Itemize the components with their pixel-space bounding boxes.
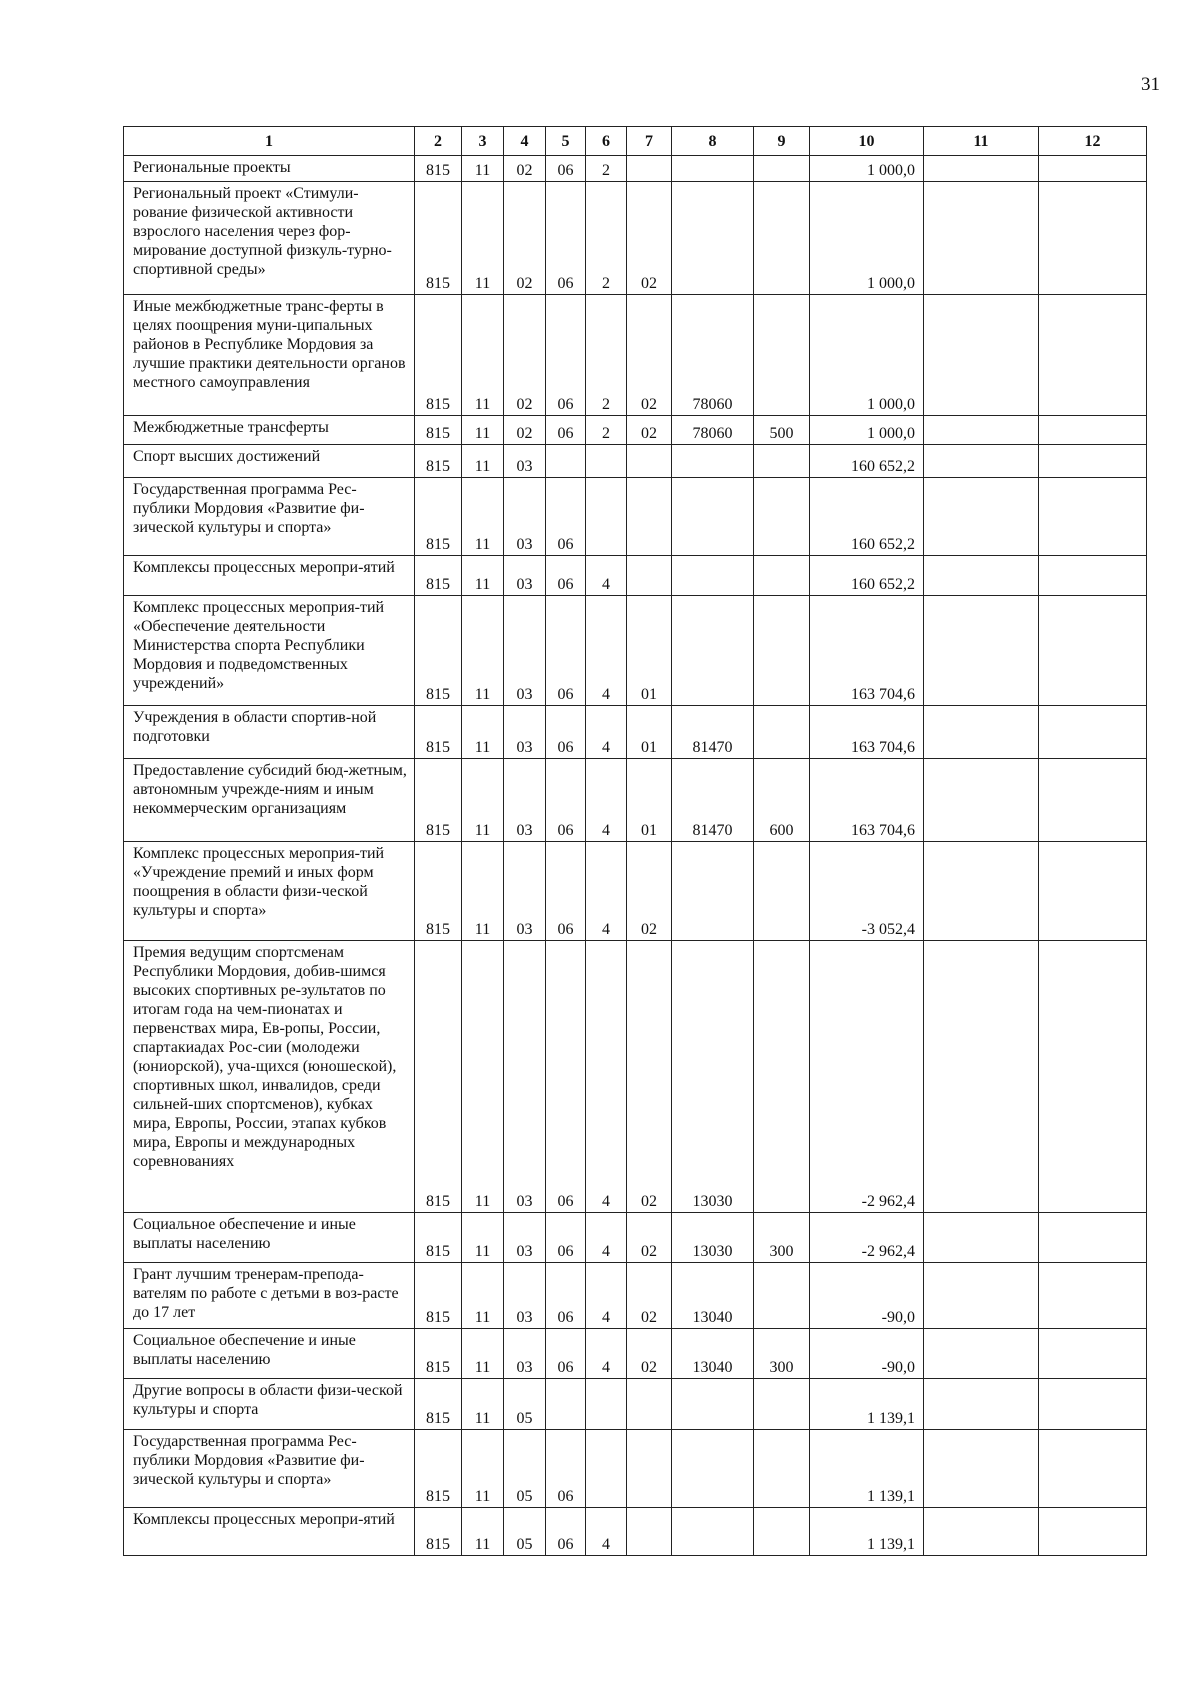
table-row <box>124 478 1147 556</box>
code-cell <box>924 478 1039 556</box>
code-cell: 05 <box>504 1430 546 1508</box>
code-cell <box>754 1430 810 1508</box>
code-cell: 02 <box>504 295 546 416</box>
code-cell: 03 <box>504 759 546 842</box>
code-cell <box>672 1508 754 1556</box>
code-cell: 4 <box>586 759 627 842</box>
code-cell: 02 <box>627 416 672 445</box>
amount-cell: -2 962,4 <box>810 941 924 1213</box>
code-cell: 815 <box>415 182 462 295</box>
code-cell: 02 <box>627 1263 672 1329</box>
code-cell: 300 <box>754 1329 810 1379</box>
amount-cell: 160 652,2 <box>810 445 924 478</box>
code-cell <box>627 556 672 596</box>
code-cell: 500 <box>754 416 810 445</box>
code-cell <box>754 1508 810 1556</box>
amount-cell: -2 962,4 <box>810 1213 924 1263</box>
code-cell: 300 <box>754 1213 810 1263</box>
code-cell: 02 <box>627 295 672 416</box>
code-cell: 01 <box>627 596 672 706</box>
amount-cell: 160 652,2 <box>810 556 924 596</box>
code-cell <box>1039 1508 1147 1556</box>
code-cell <box>672 596 754 706</box>
code-cell: 02 <box>627 1213 672 1263</box>
code-cell: 02 <box>504 182 546 295</box>
code-cell: 03 <box>504 445 546 478</box>
code-cell: 06 <box>546 1430 586 1508</box>
amount-cell: 1 139,1 <box>810 1430 924 1508</box>
header-cell: 11 <box>924 127 1039 156</box>
code-cell <box>754 941 810 1213</box>
code-cell: 815 <box>415 1430 462 1508</box>
code-cell: 06 <box>546 1508 586 1556</box>
table-row <box>124 182 1147 295</box>
code-cell: 815 <box>415 759 462 842</box>
code-cell <box>1039 182 1147 295</box>
header-cell: 3 <box>462 127 504 156</box>
row-name-cell: Региональные проекты <box>124 156 415 182</box>
code-cell: 06 <box>546 706 586 759</box>
code-cell: 03 <box>504 941 546 1213</box>
code-cell: 815 <box>415 706 462 759</box>
code-cell <box>924 1379 1039 1430</box>
code-cell <box>672 445 754 478</box>
table-row <box>124 1508 1147 1556</box>
code-cell: 11 <box>462 478 504 556</box>
code-cell <box>627 445 672 478</box>
code-cell: 4 <box>586 1329 627 1379</box>
code-cell: 06 <box>546 416 586 445</box>
code-cell <box>754 1263 810 1329</box>
code-cell: 02 <box>627 182 672 295</box>
row-name-cell: Иные межбюджетные транс-ферты в целях поощрения муни-ципальных районов в Республике Мордовия за лучшие практики деятельности органов местного самоуправления <box>124 295 415 416</box>
code-cell: 13040 <box>672 1329 754 1379</box>
code-cell: 815 <box>415 1379 462 1430</box>
code-cell: 03 <box>504 1329 546 1379</box>
code-cell <box>1039 416 1147 445</box>
row-name-cell: Государственная программа Рес-публики Мордовия «Развитие фи-зической культуры и спорта» <box>124 478 415 556</box>
table-row <box>124 1329 1147 1379</box>
code-cell: 815 <box>415 1329 462 1379</box>
code-cell <box>1039 445 1147 478</box>
code-cell <box>924 1508 1039 1556</box>
code-cell: 11 <box>462 1379 504 1430</box>
header-cell: 2 <box>415 127 462 156</box>
code-cell <box>754 182 810 295</box>
code-cell <box>1039 478 1147 556</box>
code-cell: 2 <box>586 182 627 295</box>
code-cell: 06 <box>546 596 586 706</box>
code-cell <box>627 1430 672 1508</box>
amount-cell: 163 704,6 <box>810 759 924 842</box>
table-row <box>124 1430 1147 1508</box>
amount-cell: -90,0 <box>810 1329 924 1379</box>
code-cell <box>924 1430 1039 1508</box>
header-cell: 7 <box>627 127 672 156</box>
code-cell: 2 <box>586 156 627 182</box>
code-cell: 06 <box>546 1329 586 1379</box>
row-name-cell: Премия ведущим спортсменам Республики Мордовия, добив-шимся высоких спортивных ре-зультатов по итогам года на чем-пионатах и первенствах мира, Ев-ропы, России, спартакиадах Рос-сии (молодежи (юниорской), уча-щихся (юношеской), спортивных школ, инвалидов, среди сильней-ших спортсменов), кубках мира, Европы, России, этапах кубков мира, Европы и международных соревнованиях <box>124 941 415 1213</box>
code-cell <box>546 1379 586 1430</box>
header-cell: 4 <box>504 127 546 156</box>
code-cell: 05 <box>504 1508 546 1556</box>
table-row <box>124 759 1147 842</box>
code-cell: 4 <box>586 1508 627 1556</box>
code-cell <box>1039 156 1147 182</box>
code-cell: 03 <box>504 706 546 759</box>
table-row <box>124 941 1147 1213</box>
row-name-cell: Комплекс процессных мероприя-тий «Учреждение премий и иных форм поощрения в области физи-ческой культуры и спорта» <box>124 842 415 941</box>
code-cell: 4 <box>586 1213 627 1263</box>
code-cell: 11 <box>462 1213 504 1263</box>
code-cell: 11 <box>462 1263 504 1329</box>
code-cell <box>627 1508 672 1556</box>
code-cell: 815 <box>415 445 462 478</box>
code-cell: 06 <box>546 842 586 941</box>
code-cell <box>754 295 810 416</box>
code-cell: 4 <box>586 941 627 1213</box>
code-cell <box>924 941 1039 1213</box>
code-cell: 03 <box>504 1213 546 1263</box>
code-cell: 815 <box>415 1508 462 1556</box>
header-cell: 6 <box>586 127 627 156</box>
code-cell: 81470 <box>672 706 754 759</box>
code-cell <box>924 842 1039 941</box>
code-cell <box>1039 1263 1147 1329</box>
code-cell <box>586 478 627 556</box>
code-cell: 11 <box>462 182 504 295</box>
page-number: 31 <box>1141 74 1160 95</box>
code-cell: 06 <box>546 556 586 596</box>
table-row <box>124 295 1147 416</box>
code-cell: 81470 <box>672 759 754 842</box>
code-cell <box>672 156 754 182</box>
code-cell: 815 <box>415 416 462 445</box>
code-cell <box>924 295 1039 416</box>
code-cell: 06 <box>546 156 586 182</box>
code-cell: 815 <box>415 941 462 1213</box>
code-cell: 600 <box>754 759 810 842</box>
code-cell: 4 <box>586 706 627 759</box>
code-cell <box>754 156 810 182</box>
code-cell: 78060 <box>672 295 754 416</box>
code-cell: 11 <box>462 295 504 416</box>
amount-cell: 163 704,6 <box>810 706 924 759</box>
code-cell: 02 <box>504 156 546 182</box>
row-name-cell: Спорт высших достижений <box>124 445 415 478</box>
code-cell: 11 <box>462 941 504 1213</box>
table-row <box>124 706 1147 759</box>
code-cell: 4 <box>586 556 627 596</box>
row-name-cell: Предоставление субсидий бюд-жетным, автономным учрежде-ниям и иным некоммерческим организациям <box>124 759 415 842</box>
code-cell: 815 <box>415 295 462 416</box>
row-name-cell: Региональный проект «Стимули-рование физической активности взрослого населения через фор-мирование доступной физкуль-турно-спортивной среды» <box>124 182 415 295</box>
code-cell: 13030 <box>672 941 754 1213</box>
code-cell: 11 <box>462 1508 504 1556</box>
code-cell <box>586 1430 627 1508</box>
header-cell: 10 <box>810 127 924 156</box>
code-cell: 2 <box>586 416 627 445</box>
code-cell <box>672 478 754 556</box>
code-cell: 11 <box>462 706 504 759</box>
table-row <box>124 445 1147 478</box>
code-cell: 815 <box>415 596 462 706</box>
code-cell: 13040 <box>672 1263 754 1329</box>
code-cell <box>1039 1329 1147 1379</box>
amount-cell: -90,0 <box>810 1263 924 1329</box>
code-cell <box>586 445 627 478</box>
code-cell: 4 <box>586 1263 627 1329</box>
code-cell <box>924 182 1039 295</box>
code-cell: 11 <box>462 416 504 445</box>
header-cell: 9 <box>754 127 810 156</box>
code-cell <box>586 1379 627 1430</box>
header-cell: 12 <box>1039 127 1147 156</box>
code-cell: 06 <box>546 478 586 556</box>
amount-cell: 1 000,0 <box>810 295 924 416</box>
code-cell <box>546 445 586 478</box>
code-cell: 11 <box>462 156 504 182</box>
code-cell: 11 <box>462 842 504 941</box>
amount-cell: 1 000,0 <box>810 182 924 295</box>
code-cell: 02 <box>627 1329 672 1379</box>
code-cell <box>754 556 810 596</box>
code-cell: 06 <box>546 759 586 842</box>
header-row <box>124 127 1147 156</box>
code-cell <box>754 842 810 941</box>
row-name-cell: Другие вопросы в области физи-ческой культуры и спорта <box>124 1379 415 1430</box>
code-cell: 815 <box>415 156 462 182</box>
code-cell <box>924 416 1039 445</box>
code-cell: 03 <box>504 478 546 556</box>
code-cell: 03 <box>504 842 546 941</box>
code-cell: 03 <box>504 1263 546 1329</box>
code-cell <box>1039 706 1147 759</box>
code-cell <box>672 556 754 596</box>
code-cell: 11 <box>462 759 504 842</box>
amount-cell: 163 704,6 <box>810 596 924 706</box>
table-row <box>124 556 1147 596</box>
code-cell: 03 <box>504 596 546 706</box>
code-cell: 02 <box>627 842 672 941</box>
amount-cell: 1 000,0 <box>810 416 924 445</box>
table-row <box>124 416 1147 445</box>
header-cell: 5 <box>546 127 586 156</box>
code-cell: 01 <box>627 759 672 842</box>
code-cell: 02 <box>627 941 672 1213</box>
row-name-cell: Учреждения в области спортив-ной подготовки <box>124 706 415 759</box>
code-cell: 13030 <box>672 1213 754 1263</box>
code-cell: 11 <box>462 445 504 478</box>
table-row <box>124 1213 1147 1263</box>
row-name-cell: Государственная программа Рес-публики Мордовия «Развитие фи-зической культуры и спорта» <box>124 1430 415 1508</box>
code-cell: 06 <box>546 182 586 295</box>
code-cell: 06 <box>546 1263 586 1329</box>
code-cell <box>754 706 810 759</box>
code-cell <box>627 1379 672 1430</box>
code-cell <box>924 706 1039 759</box>
row-name-cell: Комплексы процессных меропри-ятий <box>124 556 415 596</box>
code-cell <box>672 1430 754 1508</box>
code-cell: 06 <box>546 941 586 1213</box>
code-cell <box>1039 941 1147 1213</box>
code-cell: 2 <box>586 295 627 416</box>
code-cell <box>1039 1379 1147 1430</box>
code-cell: 06 <box>546 295 586 416</box>
table-row <box>124 1263 1147 1329</box>
code-cell: 05 <box>504 1379 546 1430</box>
code-cell: 815 <box>415 556 462 596</box>
table-row <box>124 1379 1147 1430</box>
code-cell: 815 <box>415 1213 462 1263</box>
table-row <box>124 156 1147 182</box>
code-cell <box>924 156 1039 182</box>
code-cell <box>924 1213 1039 1263</box>
row-name-cell: Межбюджетные трансферты <box>124 416 415 445</box>
code-cell: 11 <box>462 556 504 596</box>
amount-cell: -3 052,4 <box>810 842 924 941</box>
code-cell <box>1039 759 1147 842</box>
code-cell <box>1039 556 1147 596</box>
code-cell: 11 <box>462 1329 504 1379</box>
row-name-cell: Социальное обеспечение и иные выплаты населению <box>124 1329 415 1379</box>
code-cell: 4 <box>586 596 627 706</box>
code-cell <box>1039 842 1147 941</box>
code-cell <box>627 156 672 182</box>
code-cell: 4 <box>586 842 627 941</box>
code-cell <box>754 445 810 478</box>
row-name-cell: Комплекс процессных мероприя-тий «Обеспечение деятельности Министерства спорта Республики Мордовия и подведомственных учреждений» <box>124 596 415 706</box>
code-cell: 11 <box>462 1430 504 1508</box>
amount-cell: 1 000,0 <box>810 156 924 182</box>
code-cell <box>754 1379 810 1430</box>
code-cell <box>924 556 1039 596</box>
table-row <box>124 596 1147 706</box>
code-cell: 11 <box>462 596 504 706</box>
code-cell: 78060 <box>672 416 754 445</box>
code-cell <box>1039 596 1147 706</box>
row-name-cell: Комплексы процессных меропри-ятий <box>124 1508 415 1556</box>
code-cell: 815 <box>415 1263 462 1329</box>
code-cell <box>1039 295 1147 416</box>
code-cell: 815 <box>415 478 462 556</box>
code-cell <box>924 596 1039 706</box>
code-cell <box>1039 1213 1147 1263</box>
code-cell <box>672 1379 754 1430</box>
code-cell: 03 <box>504 556 546 596</box>
table-row <box>124 842 1147 941</box>
code-cell <box>672 842 754 941</box>
header-cell: 1 <box>124 127 415 156</box>
budget-table <box>123 126 1147 1556</box>
code-cell: 06 <box>546 1213 586 1263</box>
code-cell: 815 <box>415 842 462 941</box>
code-cell <box>672 182 754 295</box>
amount-cell: 1 139,1 <box>810 1508 924 1556</box>
code-cell <box>924 1329 1039 1379</box>
row-name-cell: Социальное обеспечение и иные выплаты населению <box>124 1213 415 1263</box>
code-cell <box>924 759 1039 842</box>
code-cell <box>754 596 810 706</box>
code-cell <box>924 1263 1039 1329</box>
amount-cell: 1 139,1 <box>810 1379 924 1430</box>
code-cell: 02 <box>504 416 546 445</box>
row-name-cell: Грант лучшим тренерам-препода-вателям по работе с детьми в воз-расте до 17 лет <box>124 1263 415 1329</box>
code-cell <box>1039 1430 1147 1508</box>
amount-cell: 160 652,2 <box>810 478 924 556</box>
code-cell <box>627 478 672 556</box>
code-cell <box>924 445 1039 478</box>
header-cell: 8 <box>672 127 754 156</box>
code-cell: 01 <box>627 706 672 759</box>
code-cell <box>754 478 810 556</box>
